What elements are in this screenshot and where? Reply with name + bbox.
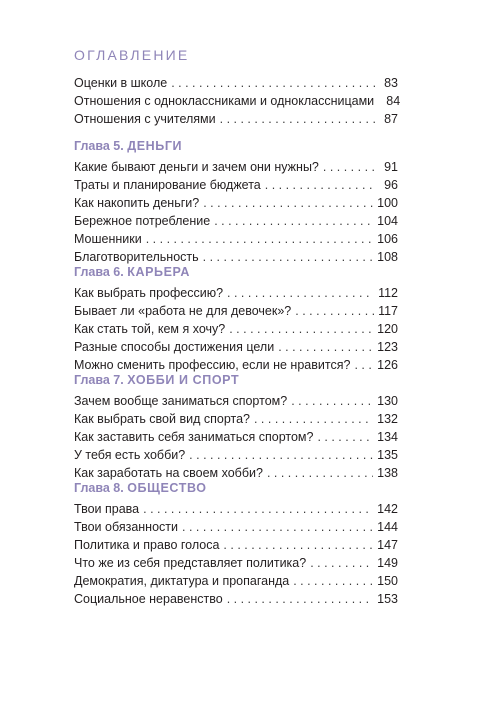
dot-leader — [171, 74, 376, 92]
entry-title: Твои обязанности — [74, 520, 178, 534]
chapter-name: ОБЩЕСТВО — [127, 481, 207, 495]
entry-page: 126 — [377, 358, 398, 372]
toc-entry[interactable] — [74, 392, 398, 410]
toc-entry[interactable] — [74, 320, 398, 338]
dot-leader — [317, 428, 373, 446]
entry-title: Демократия, диктатура и пропаганда — [74, 574, 290, 588]
entry-page: 130 — [377, 394, 398, 408]
entry-page: 91 — [384, 160, 398, 174]
chapter-title — [74, 480, 398, 496]
entry-title: Мошенники — [74, 232, 142, 246]
entry-page: 135 — [377, 448, 398, 462]
dot-leader — [323, 158, 376, 176]
chapter-label: Глава 7. — [74, 373, 124, 387]
dot-leader — [146, 230, 373, 248]
entry-page: 84 — [386, 94, 401, 108]
entry-page: 132 — [377, 412, 398, 426]
dot-leader — [203, 194, 373, 212]
entry-title: Благотворительность — [74, 250, 199, 264]
entry-title: Отношения с учителями — [74, 112, 216, 126]
toc-entry[interactable] — [74, 554, 398, 572]
toc-entry[interactable] — [74, 158, 398, 176]
toc-chapter-8 — [74, 480, 398, 608]
entry-title: Траты и планирование бюджета — [74, 178, 261, 192]
entry-page: 149 — [377, 556, 398, 570]
entry-page: 123 — [377, 340, 398, 354]
toc-heading: ОГЛАВЛЕНИЕ — [74, 47, 190, 63]
entry-page: 142 — [377, 502, 398, 516]
entry-page: 147 — [377, 538, 398, 552]
toc-entry[interactable] — [74, 92, 401, 110]
entry-page: 112 — [378, 286, 398, 300]
chapter-label: Глава 6. — [74, 265, 124, 279]
dot-leader — [310, 554, 373, 572]
entry-title: У тебя есть хобби? — [74, 448, 186, 462]
entry-page: 83 — [384, 76, 398, 90]
dot-leader — [254, 410, 373, 428]
entry-title: Разные способы достижения цели — [74, 340, 275, 354]
chapter-label: Глава 8. — [74, 481, 124, 495]
toc-entry[interactable] — [74, 572, 398, 590]
toc-entry[interactable] — [74, 302, 398, 320]
dot-leader — [229, 320, 373, 338]
entry-title: Как заработать на своем хобби? — [74, 466, 263, 480]
entry-page: 153 — [377, 592, 398, 606]
toc-entry[interactable] — [74, 590, 398, 608]
toc-entry[interactable] — [74, 338, 398, 356]
chapter-title — [74, 264, 398, 280]
entry-title: Бережное потребление — [74, 214, 211, 228]
entry-page: 108 — [377, 250, 398, 264]
chapter-title — [74, 372, 398, 388]
entry-page: 100 — [377, 196, 398, 210]
toc-entry[interactable] — [74, 518, 398, 536]
chapter-title — [74, 138, 398, 154]
entry-title: Как накопить деньги? — [74, 196, 200, 210]
entry-page: 104 — [377, 214, 398, 228]
dot-leader — [223, 536, 373, 554]
entry-title: Политика и право голоса — [74, 538, 220, 552]
toc-chapter-6 — [74, 264, 398, 374]
chapter-name: ДЕНЬГИ — [127, 139, 183, 153]
toc-entry[interactable] — [74, 110, 398, 128]
dot-leader — [227, 284, 374, 302]
toc-entry[interactable] — [74, 194, 398, 212]
entry-title: Как выбрать свой вид спорта? — [74, 412, 250, 426]
entry-page: 120 — [377, 322, 398, 336]
dot-leader — [214, 212, 373, 230]
toc-chapter-7 — [74, 372, 398, 482]
entry-page: 106 — [377, 232, 398, 246]
chapter-label: Глава 5. — [74, 139, 124, 153]
dot-leader — [227, 590, 373, 608]
dot-leader — [182, 518, 373, 536]
toc-entry[interactable] — [74, 176, 398, 194]
toc-entry[interactable] — [74, 74, 398, 92]
chapter-name: КАРЬЕРА — [127, 265, 191, 279]
toc-entry[interactable] — [74, 428, 398, 446]
toc-entry[interactable] — [74, 410, 398, 428]
toc-entry[interactable] — [74, 284, 398, 302]
entry-page: 117 — [378, 304, 398, 318]
entry-page: 138 — [377, 466, 398, 480]
toc-entry[interactable] — [74, 212, 398, 230]
dot-leader — [293, 572, 373, 590]
dot-leader — [278, 338, 373, 356]
entry-title: Как стать той, кем я хочу? — [74, 322, 226, 336]
entry-title: Как заставить себя заниматься спортом? — [74, 430, 314, 444]
entry-page: 96 — [384, 178, 398, 192]
chapter-name: ХОББИ И СПОРТ — [127, 373, 240, 387]
dot-leader — [220, 110, 376, 128]
toc-entry[interactable] — [74, 536, 398, 554]
entry-title: Оценки в школе — [74, 76, 168, 90]
dot-leader — [295, 302, 374, 320]
entry-title: Социальное неравенство — [74, 592, 223, 606]
toc-chapter-5 — [74, 138, 398, 266]
entry-title: Зачем вообще заниматься спортом? — [74, 394, 288, 408]
entry-title: Можно сменить профессию, если не нравится? — [74, 358, 351, 372]
toc-entry[interactable] — [74, 230, 398, 248]
dot-leader — [291, 392, 373, 410]
entry-page: 134 — [377, 430, 398, 444]
dot-leader — [143, 500, 373, 518]
entry-title: Что же из себя представляет политика? — [74, 556, 307, 570]
entry-title: Твои права — [74, 502, 140, 516]
toc-section-continued — [74, 74, 401, 128]
entry-title: Как выбрать профессию? — [74, 286, 224, 300]
toc-entry[interactable] — [74, 446, 398, 464]
entry-page: 150 — [377, 574, 398, 588]
entry-page: 144 — [377, 520, 398, 534]
dot-leader — [265, 176, 376, 194]
entry-title: Какие бывают деньги и зачем они нужны? — [74, 160, 319, 174]
dot-leader — [189, 446, 373, 464]
entry-page: 87 — [384, 112, 398, 126]
entry-title: Бывает ли «работа не для девочек»? — [74, 304, 292, 318]
entry-title: Отношения с одноклассниками и одноклассницами — [74, 94, 375, 108]
toc-entry[interactable] — [74, 500, 398, 518]
